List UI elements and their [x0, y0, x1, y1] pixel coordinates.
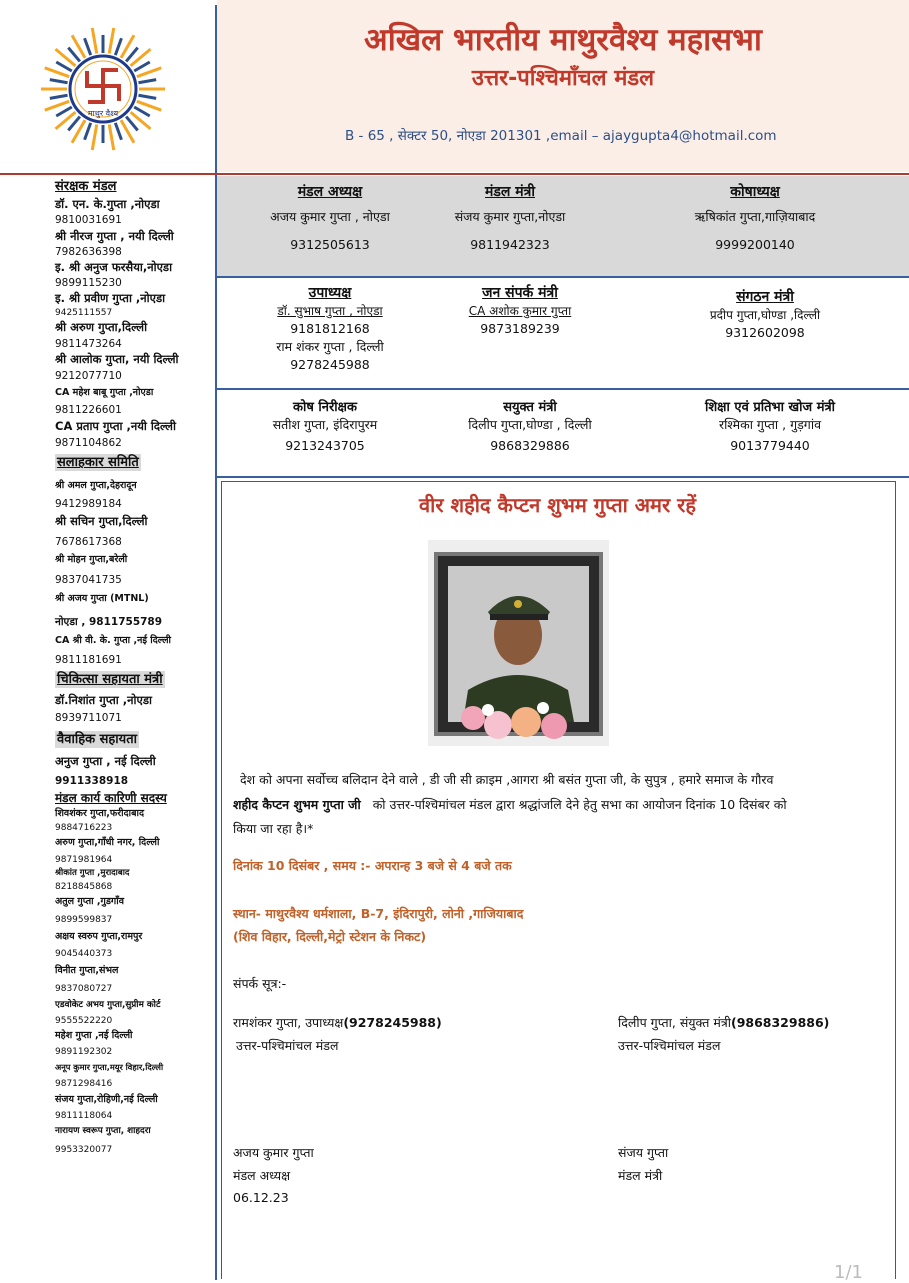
- contact-1-phone: (9278245988): [343, 1015, 442, 1030]
- officer-phone: 9312505613: [290, 236, 370, 252]
- officer-name: ऋषिकांत गुप्ता,गाज़ियाबाद: [694, 209, 816, 224]
- executive-phone: 9871298416: [55, 1079, 113, 1089]
- patron-name: डॉ. एन. के.गुप्ता ,नोएडा: [55, 197, 160, 211]
- marriage-heading-label: वैवाहिक सहायता: [57, 732, 137, 747]
- logo-caption: माथुर वैश्य: [87, 109, 119, 118]
- sun-ray: [138, 95, 156, 98]
- notice-heading: वीर शहीद कैप्टन शुभम गुप्ता अमर रहें: [419, 493, 696, 517]
- contact-2-phone: (9868329886): [730, 1015, 830, 1030]
- contact-2-name: दिलीप गुप्ता, संयुक्त मंत्री: [618, 1015, 731, 1030]
- sun-ray: [138, 80, 156, 83]
- advisor-name: श्री अमल गुप्ता,देहरादून: [55, 480, 137, 491]
- contact-heading: संपर्क सूत्र:-: [233, 976, 287, 991]
- officer-secretary: [400, 185, 620, 251]
- executive-name: श्रीकांत गुप्ता ,मुरादाबाद: [55, 868, 130, 878]
- officer-organization-secretary: [660, 290, 870, 340]
- sun-ray: [92, 124, 97, 150]
- officers-divider-2: [217, 388, 909, 390]
- officer-title: मंडल मंत्री: [485, 184, 535, 200]
- page-indicator: 1/1: [834, 1262, 863, 1283]
- patron-phone: 9811226601: [55, 404, 122, 416]
- officer-pr-secretary: [420, 286, 620, 336]
- officer-phone: 9278245988: [290, 357, 370, 372]
- executive-phone: 9837080727: [55, 984, 113, 994]
- executive-name: एडवोकेट अभय गुप्ता,सुप्रीम कोर्ट: [55, 1000, 161, 1010]
- martyr-portrait: [428, 540, 609, 746]
- contact-2: [618, 1014, 829, 1031]
- medical-name: डॉ.निशांत गुप्ता ,नोएडा: [55, 693, 152, 707]
- sun-ray: [50, 80, 68, 83]
- executive-name: अनूप कुमार गुप्ता,मयूर विहार,दिल्ली: [55, 1062, 164, 1072]
- org-address: B - 65 , सेक्टर 50, नोएडा 201301 ,email – ajaygupta4@hotmail.com: [345, 128, 777, 144]
- sun-ray: [45, 101, 69, 110]
- officer-name: अजय कुमार गुप्ता , नोएडा: [270, 209, 390, 224]
- executive-name: संजय गुप्ता,रोहिणी,नई दिल्ली: [55, 1094, 158, 1105]
- executive-name: विनीत गुप्ता,संभल: [55, 965, 119, 976]
- executive-phone: 9899599837: [55, 915, 113, 925]
- notice-paragraph-line2: [233, 796, 787, 813]
- executive-name: महेश गुप्ता ,नई दिल्ली: [55, 1030, 133, 1041]
- sun-ray: [137, 101, 161, 110]
- officer-vice-president: [225, 286, 435, 372]
- officer-title: कोष निरीक्षक: [293, 400, 357, 415]
- officers-divider-1: [217, 276, 909, 278]
- header-divider: [0, 173, 909, 175]
- patron-phone: 9871104862: [55, 437, 122, 449]
- officer-name: संजय कुमार गुप्ता,नोएडा: [454, 209, 566, 224]
- advisor-phone: 9811181691: [55, 654, 122, 666]
- executive-phone: 9953320077: [55, 1145, 113, 1155]
- event-date-time: दिनांक 10 दिसंबर , समय :- अपरान्ह 3 बजे से 4 बजे तक: [233, 858, 512, 873]
- advisor-name: CA श्री वी. के. गुप्ता ,नई दिल्ली: [55, 635, 171, 646]
- event-venue: स्थान- माथुरवैश्य धर्मशाला, B-7, इंदिरापुरी, लोनी ,गाजियाबाद: [233, 906, 524, 921]
- medical-heading-label: चिकित्सा सहायता मंत्री: [57, 672, 163, 687]
- advisor-name: श्री सचिन गुप्ता,दिल्ली: [55, 514, 148, 528]
- officer-phone: 9999200140: [715, 236, 795, 252]
- notice-date: 06.12.23: [233, 1190, 289, 1205]
- signatory-2-name: संजय गुप्ता: [618, 1145, 669, 1160]
- patron-name: CA महेश बाबू गुप्ता ,नोएडा: [55, 387, 154, 398]
- officer-title: कोषाध्यक्ष: [730, 184, 780, 200]
- patron-phone: 9212077710: [55, 370, 122, 382]
- officer-auditor: [215, 401, 435, 452]
- signatory-1-title: मंडल अध्यक्ष: [233, 1168, 291, 1183]
- officers-divider-3: [217, 476, 909, 478]
- org-logo: [38, 24, 168, 154]
- executive-phone: 9871981964: [55, 855, 113, 865]
- officer-name: CA अशोक कुमार गुप्ता: [468, 304, 572, 318]
- officer-phone: 9312602098: [725, 325, 805, 340]
- martyr-name: शहीद कैप्टन शुभम गुप्ता जी: [233, 797, 361, 812]
- officer-phone: 9013779440: [730, 437, 810, 453]
- officer-phone: 9181812168: [290, 321, 370, 336]
- sun-ray: [85, 123, 91, 140]
- marriage-phone: 9911338918: [55, 775, 129, 787]
- executive-phone: 8218845868: [55, 882, 113, 892]
- officer-title: उपाध्यक्ष: [308, 285, 352, 301]
- officer-name: प्रदीप गुप्ता,घोण्डा ,दिल्ली: [709, 308, 821, 322]
- patron-name: CA प्रताप गुप्ता ,नयी दिल्ली: [55, 419, 176, 433]
- officer-joint-secretary: [430, 401, 630, 452]
- officer-title: जन संपर्क मंत्री: [482, 285, 558, 301]
- sun-ray: [109, 124, 114, 150]
- executive-name: नारायण स्वरूप गुप्ता, शाहदरा: [55, 1126, 151, 1136]
- officer-education-secretary: [660, 401, 880, 452]
- sun-ray: [85, 38, 91, 55]
- org-title: अखिल भारतीय माथुरवैश्य महासभा: [364, 22, 762, 58]
- patron-name: इ. श्री अनुज फरसैया,नोएडा: [55, 260, 173, 274]
- sun-ray: [134, 107, 150, 116]
- executive-heading: मंडल कार्य कारिणी सदस्य: [55, 791, 167, 805]
- executive-phone: 9045440373: [55, 949, 113, 959]
- org-subtitle: उत्तर-पश्चिमाँचल मंडल: [471, 66, 655, 91]
- sun-ray: [134, 62, 150, 71]
- advisory-heading-label: सलाहकार समिति: [57, 455, 139, 470]
- officer-title: सयुक्त मंत्री: [503, 400, 557, 415]
- executive-name: शिवशंकर गुप्ता,फरीदाबाद: [55, 808, 145, 819]
- signatory-2-title: मंडल मंत्री: [618, 1168, 663, 1183]
- sun-ray: [126, 48, 138, 62]
- executive-phone: 9555522220: [55, 1016, 113, 1026]
- sun-ray: [45, 68, 69, 77]
- patron-phone: 9810031691: [55, 214, 122, 226]
- officer-phone: 9213243705: [285, 437, 365, 453]
- executive-name: अतुल गुप्ता ,गुडगाँव: [55, 896, 125, 907]
- letterhead-header: [217, 0, 909, 172]
- executive-phone: 9891192302: [55, 1047, 113, 1057]
- sun-ray: [115, 38, 121, 55]
- sun-ray: [56, 107, 72, 116]
- officer-phone: 9811942323: [470, 236, 550, 252]
- medical-heading: [55, 673, 165, 686]
- medical-phone: 8939711071: [55, 712, 122, 724]
- marriage-heading: [55, 733, 139, 746]
- sun-swastika-icon: [38, 24, 168, 154]
- officer-phone: 9873189239: [480, 321, 560, 336]
- officer-phone: 9868329886: [490, 437, 570, 453]
- officer-treasurer: [645, 185, 865, 251]
- sun-ray: [126, 117, 138, 131]
- officer-name: डॉ. सुभाष गुप्ता , नोएडा: [277, 304, 383, 318]
- sun-ray: [68, 117, 80, 131]
- officer-title: मंडल अध्यक्ष: [297, 184, 363, 200]
- patron-heading: संरक्षक मंडल: [55, 179, 117, 194]
- advisor-name: श्री अजय गुप्ता (MTNL): [55, 593, 149, 604]
- contact-1: [233, 1014, 442, 1031]
- notice-paragraph-line3: किया जा रहा है।*: [233, 821, 314, 836]
- officer-name: सतीश गुप्ता, इंदिरापुरम: [272, 417, 378, 432]
- patron-name: इ. श्री प्रवीण गुप्ता ,नोएडा: [55, 291, 166, 305]
- patron-name: श्री नीरज गुप्ता , नयी दिल्ली: [55, 229, 174, 243]
- contact-1-name: रामशंकर गुप्ता, उपाध्यक्ष: [233, 1015, 344, 1030]
- sun-ray: [68, 48, 80, 62]
- patron-name: श्री अरुण गुप्ता,दिल्ली: [55, 320, 148, 334]
- officer-name: राम शंकर गुप्ता , दिल्ली: [276, 338, 384, 354]
- advisor-name: श्री मोहन गुप्ता,बरेली: [55, 554, 128, 565]
- advisor-phone: 9412989184: [55, 498, 122, 510]
- sun-ray: [109, 28, 114, 54]
- patron-phone: 9899115230: [55, 277, 122, 289]
- executive-name: अक्षय स्वरुप गुप्ता,रामपुर: [55, 931, 143, 942]
- advisor-phone: 7678617368: [55, 536, 122, 548]
- advisor-phone: 9837041735: [55, 574, 122, 586]
- advisor-phone: नोएडा , 9811755789: [55, 616, 163, 628]
- officer-title: संगठन मंत्री: [736, 289, 794, 305]
- officer-name: दिलीप गुप्ता,घोण्डा , दिल्ली: [468, 417, 592, 432]
- contact-2-org: उत्तर-पश्चिमांचल मंडल: [618, 1038, 721, 1053]
- officer-name: रश्मिका गुप्ता , गुड़गांव: [718, 417, 822, 432]
- contact-1-org: उत्तर-पश्चिमांचल मंडल: [236, 1038, 339, 1053]
- officer-title: शिक्षा एवं प्रतिभा खोज मंत्री: [704, 400, 836, 415]
- signatory-1-name: अजय कुमार गुप्ता: [233, 1145, 314, 1160]
- marriage-name: अनुज गुप्ता , नई दिल्ली: [55, 754, 156, 768]
- patron-phone: 7982636398: [55, 246, 122, 258]
- patron-name: श्री आलोक गुप्ता, नयी दिल्ली: [55, 352, 179, 366]
- patron-phone: 9811473264: [55, 338, 122, 350]
- executive-name: अरुण गुप्ता,गाँधी नगर, दिल्ली: [55, 837, 160, 848]
- notice-paragraph-line1: देश को अपना सर्वोच्च बलिदान देने वाले , डी जी सी क्राइम ,आगरा श्री बसंत गुप्ता जी, के सुपुत्र , हमारे समाज के गौरव: [240, 772, 774, 787]
- portrait-frame-icon: [428, 540, 609, 746]
- executive-phone: 9811118064: [55, 1111, 113, 1121]
- executive-phone: 9884716223: [55, 823, 113, 833]
- sun-ray: [92, 28, 97, 54]
- sun-ray: [137, 68, 161, 77]
- event-venue-landmark: (शिव विहार, दिल्ली,मेट्रो स्टेशन के निकट): [233, 929, 427, 944]
- sun-ray: [115, 123, 121, 140]
- patron-phone: 9425111557: [55, 308, 113, 318]
- sun-ray: [56, 62, 72, 71]
- advisory-heading: [55, 456, 141, 469]
- notice-paragraph-text: को उत्तर-पश्चिमांचल मंडल द्वारा श्रद्धांजलि देने हेतु सभा का आयोजन दिनांक 10 दिसंबर को: [372, 797, 787, 812]
- sun-ray: [50, 95, 68, 98]
